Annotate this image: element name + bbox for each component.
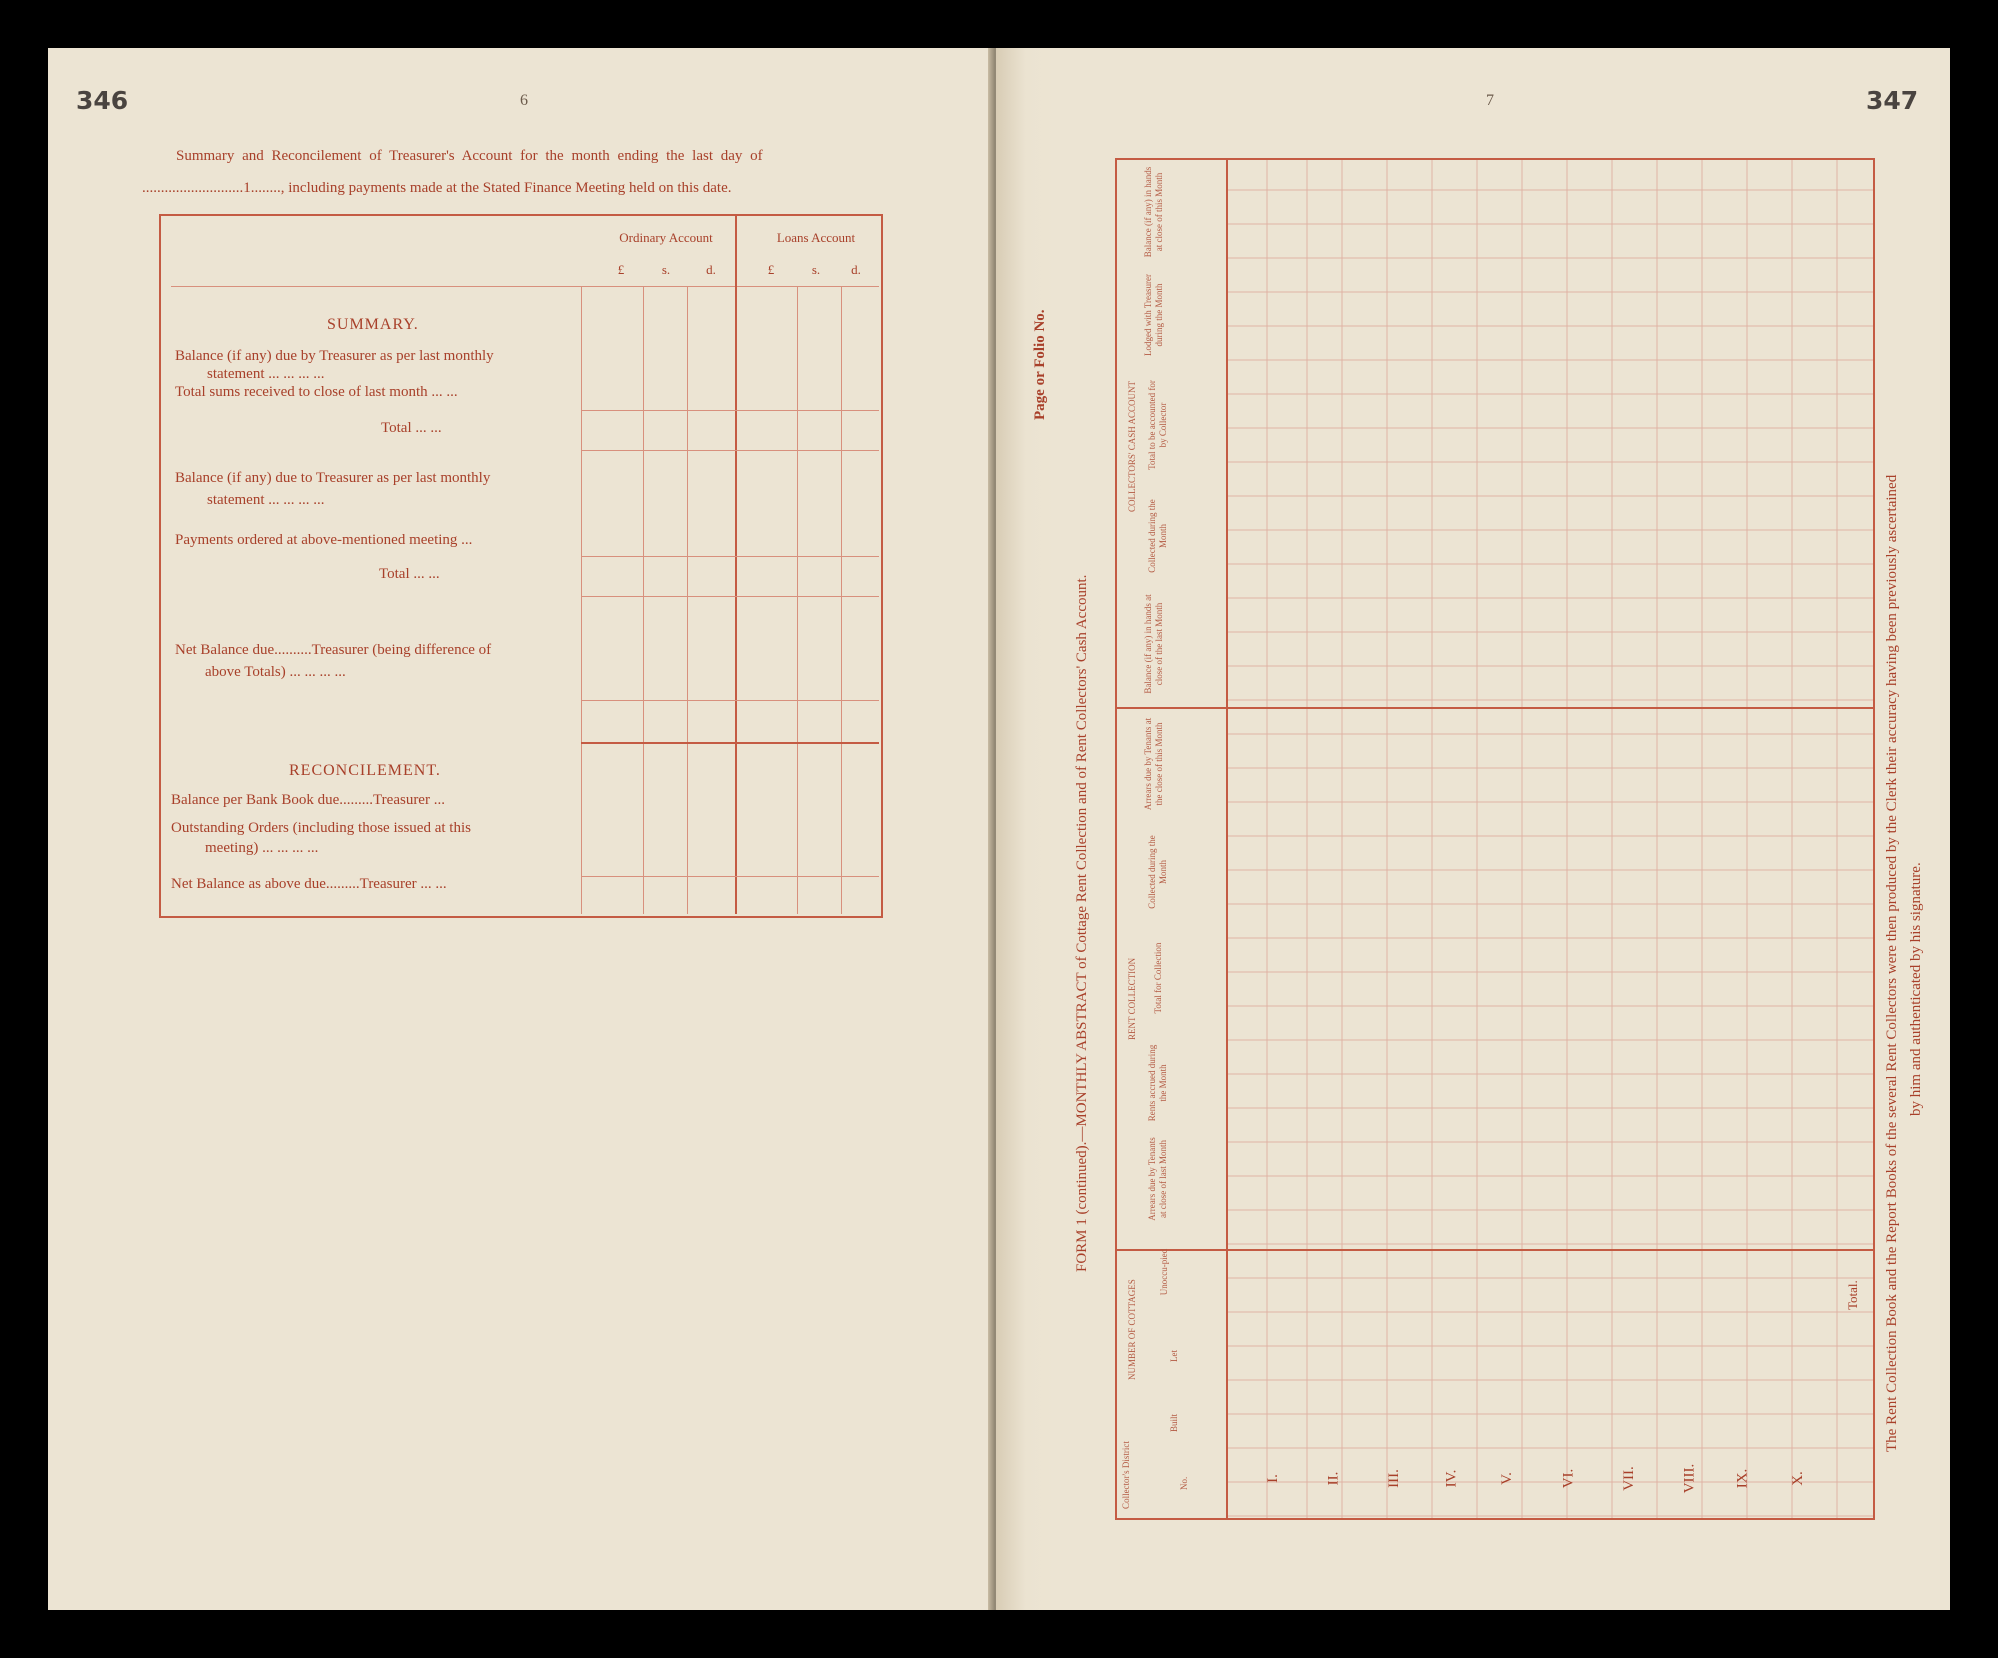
loans-shillings-header: s. [811, 262, 821, 277]
district-numeral: VI. [1560, 1468, 1577, 1489]
account-divider [735, 216, 737, 914]
rent-collection-header: RENT COLLECTION [1127, 957, 1137, 1040]
col-rule [687, 286, 688, 914]
district-numeral: II. [1325, 1471, 1342, 1486]
district-numeral: IV. [1443, 1469, 1460, 1488]
header-rule [171, 286, 879, 287]
left-folio-number: 346 [76, 86, 129, 115]
district-numeral: I. [1264, 1474, 1281, 1483]
footnote-line1: The Rent Collection Book and the Report Books of the several Rent Collectors were then produced by the Clerk their accuracy having been previously ascertained [1884, 474, 1900, 1452]
total-accounted-head: Total to be accounted for by Collector [1147, 380, 1168, 470]
district-numeral: VII. [1620, 1466, 1637, 1491]
balance-last-month-head: Balance (if any) in hands at close of the last Month [1143, 594, 1164, 694]
loans-account-header: Loans Account [776, 230, 856, 245]
unoccupied-column-head: Unoccu-pied [1159, 1248, 1169, 1296]
row-rule [581, 556, 879, 557]
row-rule [581, 700, 879, 701]
left-page-number: 6 [520, 92, 528, 109]
lodged-with-treasurer-head: Lodged with Treasurer during the Month [1143, 274, 1164, 356]
total-for-collection-head: Total for Collection [1153, 942, 1163, 1014]
no-column-head: No. [1179, 1476, 1189, 1490]
reconcilement-row-bank-book: Balance per Bank Book due.........Treasurer ... [171, 792, 445, 808]
summary-heading-line1: Summary and Reconcilement of Treasurer's Account for the month ending the last day of [176, 148, 763, 164]
summary-total-1: Total ... ... [381, 420, 442, 436]
ordinary-pence-header: d. [706, 262, 716, 277]
summary-section-heading: SUMMARY. [327, 316, 419, 333]
double-row-rule [581, 742, 879, 744]
ordinary-account-header: Ordinary Account [619, 230, 713, 245]
district-numeral: V. [1498, 1472, 1515, 1485]
summary-row-payments-ordered: Payments ordered at above-mentioned meeting ... [175, 532, 473, 548]
row-rule [581, 450, 879, 451]
built-column-head: Built [1169, 1413, 1179, 1432]
page-or-folio-label: Page or Folio No. [1032, 309, 1048, 420]
reconcilement-row-net-balance: Net Balance as above due.........Treasurer ... ... [171, 876, 447, 892]
row-rule [581, 876, 879, 877]
col-rule [797, 286, 798, 914]
district-numeral: VIII. [1681, 1463, 1698, 1494]
loans-pence-header: d. [851, 262, 861, 277]
loans-pound-header: £ [767, 262, 775, 277]
row-rule [581, 410, 879, 411]
col-rule [841, 286, 842, 914]
abstract-table [1115, 158, 1875, 1520]
summary-table [159, 214, 883, 918]
district-numeral: III. [1385, 1469, 1402, 1488]
footnote-line2: by him and authenticated by his signature. [1908, 862, 1924, 1116]
cash-account-header: COLLECTORS' CASH ACCOUNT [1127, 381, 1137, 512]
ordinary-shillings-header: s. [661, 262, 671, 277]
rents-accrued-head: Rents accrued during the Month [1147, 1044, 1168, 1122]
arrears-this-month-head: Arrears due by Tenants at the close of this Month [1143, 717, 1164, 811]
arrears-last-month-head: Arrears due by Tenants at close of last Month [1147, 1137, 1168, 1221]
district-numeral: X. [1789, 1471, 1806, 1486]
row-rule [581, 596, 879, 597]
ordinary-pound-header: £ [617, 262, 625, 277]
summary-heading-line2: ...........................1........, including payments made at the Stated Finance Meeting held on this date. [142, 180, 732, 196]
abstract-grid [1117, 160, 1873, 1518]
right-folio-number: 347 [1866, 86, 1919, 115]
reconcilement-section-heading: RECONCILEMENT. [289, 762, 441, 779]
district-numeral: IX. [1734, 1468, 1751, 1489]
col-rule [581, 286, 582, 914]
collected-during-month-head: Collected during the Month [1147, 835, 1168, 909]
summary-total-2: Total ... ... [379, 566, 440, 582]
reconcilement-row-outstanding: Outstanding Orders (including those issued at this [171, 820, 471, 836]
summary-row-total-sums: Total sums received to close of last month ... ... [175, 384, 458, 400]
collected-cash-head: Collected during the Month [1147, 499, 1168, 573]
summary-row-balance-due-by: Balance (if any) due by Treasurer as per last monthly [175, 348, 494, 364]
right-page-number: 7 [1486, 92, 1494, 109]
summary-row-net-balance: Net Balance due..........Treasurer (being difference of [175, 642, 492, 658]
summary-row-balance-due-by-cont: statement ... ... ... ... [207, 366, 325, 382]
total-label: Total. [1845, 1280, 1860, 1310]
summary-row-net-balance-cont: above Totals) ... ... ... ... [205, 664, 346, 680]
summary-row-balance-due-to-cont: statement ... ... ... ... [207, 492, 325, 508]
col-rule [643, 286, 644, 914]
form-title: FORM 1 (continued).—MONTHLY ABSTRACT of Cottage Rent Collection and of Rent Collectors' Cash Account. [1074, 574, 1090, 1272]
summary-row-balance-due-to: Balance (if any) due to Treasurer as per last monthly [175, 470, 491, 486]
let-column-head: Let [1169, 1350, 1179, 1362]
balance-this-month-head: Balance (if any) in hands at close of this Month [1143, 166, 1164, 258]
reconcilement-row-outstanding-cont: meeting) ... ... ... ... [205, 840, 319, 856]
number-of-cottages-header: NUMBER OF COTTAGES [1127, 1279, 1137, 1380]
collectors-district-header: Collector's District [1121, 1441, 1131, 1509]
